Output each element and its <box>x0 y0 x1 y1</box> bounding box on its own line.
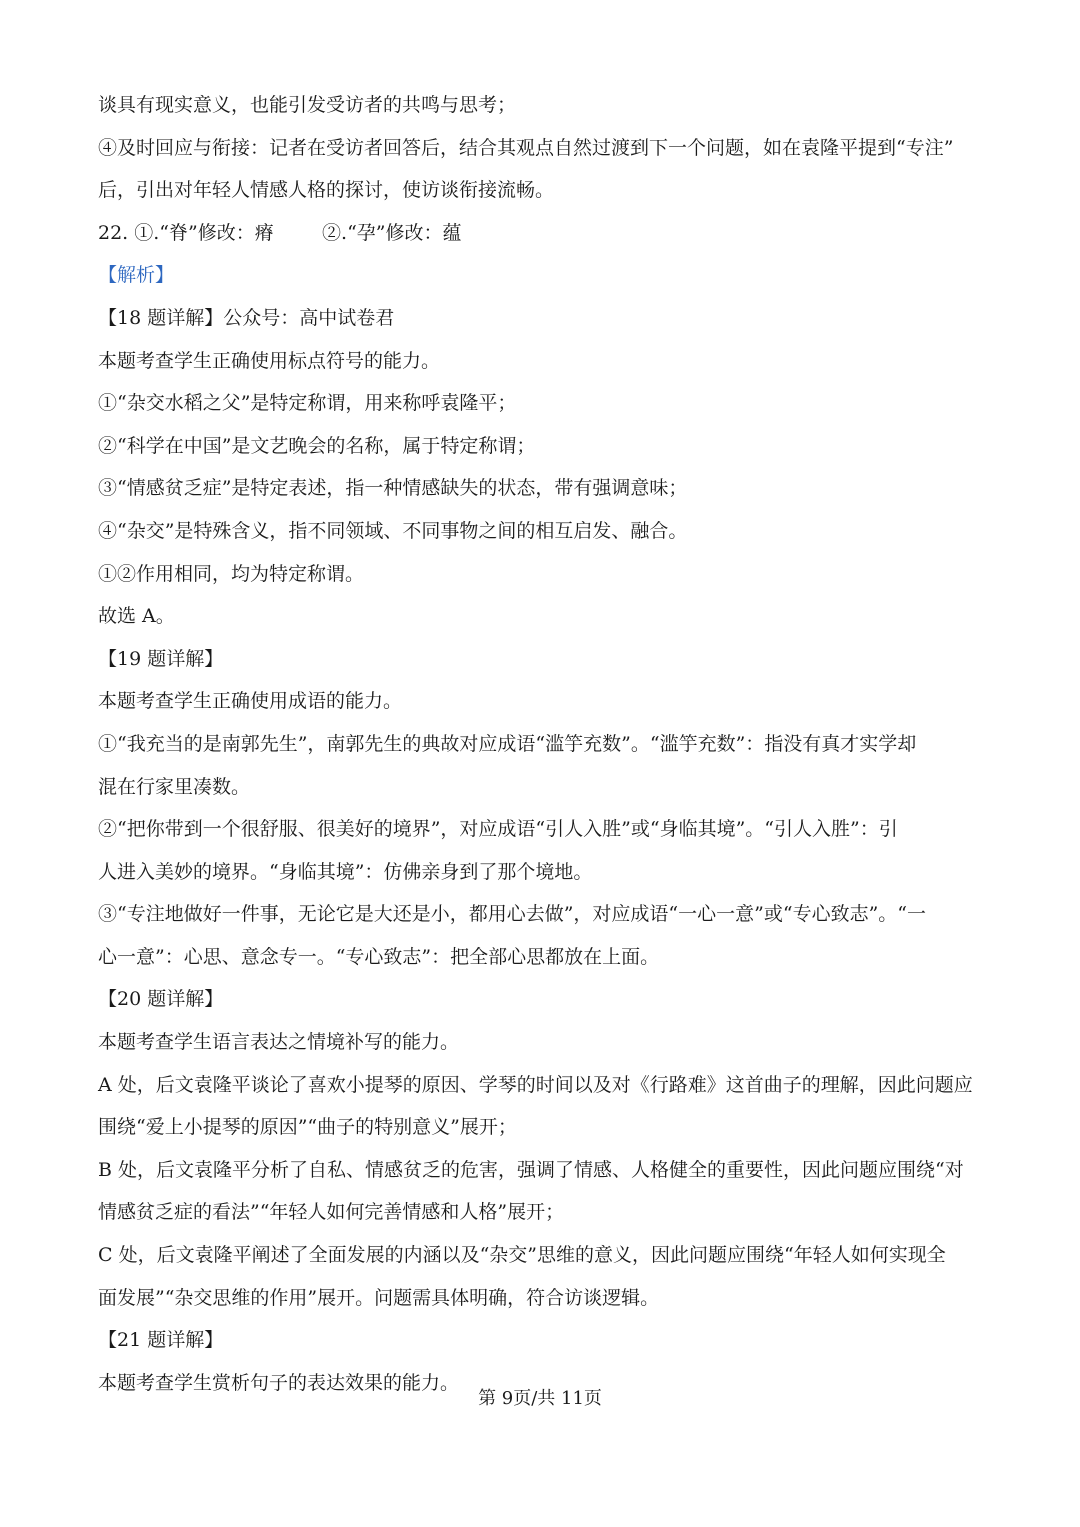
text-line: 本题考查学生语言表达之情境补写的能力。 <box>98 1031 460 1054</box>
text-line: 本题考查学生正确使用成语的能力。 <box>98 690 403 713</box>
text-line: ①“我充当的是南郭先生”，南郭先生的典故对应成语“滥竽充数”。“滥竽充数”：指没有真才实学却 <box>98 732 917 755</box>
text-line: 故选 A。 <box>98 605 175 628</box>
page-footer: 第 9页/共 11页 <box>478 1388 602 1409</box>
answer-22-line: 22. ①.“脊”修改：瘠 ②.“孕”修改：蕴 <box>98 221 462 244</box>
text-line: ②“科学在中国”是文艺晚会的名称，属于特定称谓； <box>98 434 536 457</box>
text-line: ②“把你带到一个很舒服、很美好的境界”，对应成语“引人入胜”或“身临其境”。“引人入胜”：引 <box>98 818 898 841</box>
text-line: 人进入美妙的境界。“身临其境”：仿佛亲身到了那个境地。 <box>98 860 593 883</box>
text-line: ①“杂交水稻之父”是特定称谓，用来称呼袁隆平； <box>98 392 517 415</box>
text-line: 围绕“爱上小提琴的原因”“曲子的特别意义”展开； <box>98 1116 517 1139</box>
text-line: B 处，后文袁隆平分析了自私、情感贫乏的危害，强调了情感、人格健全的重要性，因此问题应围绕“对 <box>98 1158 964 1181</box>
text-line: ④“杂交”是特殊含义，指不同领域、不同事物之间的相互启发、融合。 <box>98 519 688 542</box>
section-heading-20: 【20 题详解】 <box>98 988 224 1011</box>
text-line: ③“专注地做好一件事，无论它是大还是小，都用心去做”，对应成语“一心一意”或“专心致志”。“一 <box>98 903 926 926</box>
text-line: 本题考查学生正确使用标点符号的能力。 <box>98 349 441 372</box>
section-heading-19: 【19 题详解】 <box>98 647 224 670</box>
text-line: 谈具有现实意义，也能引发受访者的共鸣与思考； <box>98 94 517 116</box>
text-line: 心一意”：心思、意念专一。“专心致志”：把全部心思都放在上面。 <box>98 945 660 968</box>
text-line: ③“情感贫乏症”是特定表述，指一种情感缺失的状态，带有强调意味； <box>98 477 688 500</box>
section-heading-21: 【21 题详解】 <box>98 1329 224 1352</box>
text-line: A 处，后文袁隆平谈论了喜欢小提琴的原因、学琴的时间以及对《行路难》这首曲子的理解，因此问题应 <box>98 1073 973 1096</box>
text-line: 面发展”“杂交思维的作用”展开。问题需具体明确，符合访谈逻辑。 <box>98 1286 660 1309</box>
text-line: 混在行家里凑数。 <box>98 775 251 798</box>
section-heading-18: 【18 题详解】公众号：高中试卷君 <box>98 306 395 329</box>
document-body <box>98 84 978 1404</box>
text-line: 情感贫乏症的看法”“年轻人如何完善情感和人格”展开； <box>98 1201 565 1224</box>
text-line: 本题考查学生赏析句子的表达效果的能力。 <box>98 1371 460 1394</box>
analysis-heading: 【解析】 <box>98 264 175 287</box>
text-line: ①②作用相同，均为特定称谓。 <box>98 562 365 585</box>
text-line: ④及时回应与衔接：记者在受访者回答后，结合其观点自然过渡到下一个问题，如在袁隆平提到“专注” <box>98 136 954 159</box>
text-line: 后，引出对年轻人情感人格的探讨，使访谈衔接流畅。 <box>98 179 555 202</box>
text-line: C 处，后文袁隆平阐述了全面发展的内涵以及“杂交”思维的意义，因此问题应围绕“年轻人如何实现全 <box>98 1244 946 1267</box>
